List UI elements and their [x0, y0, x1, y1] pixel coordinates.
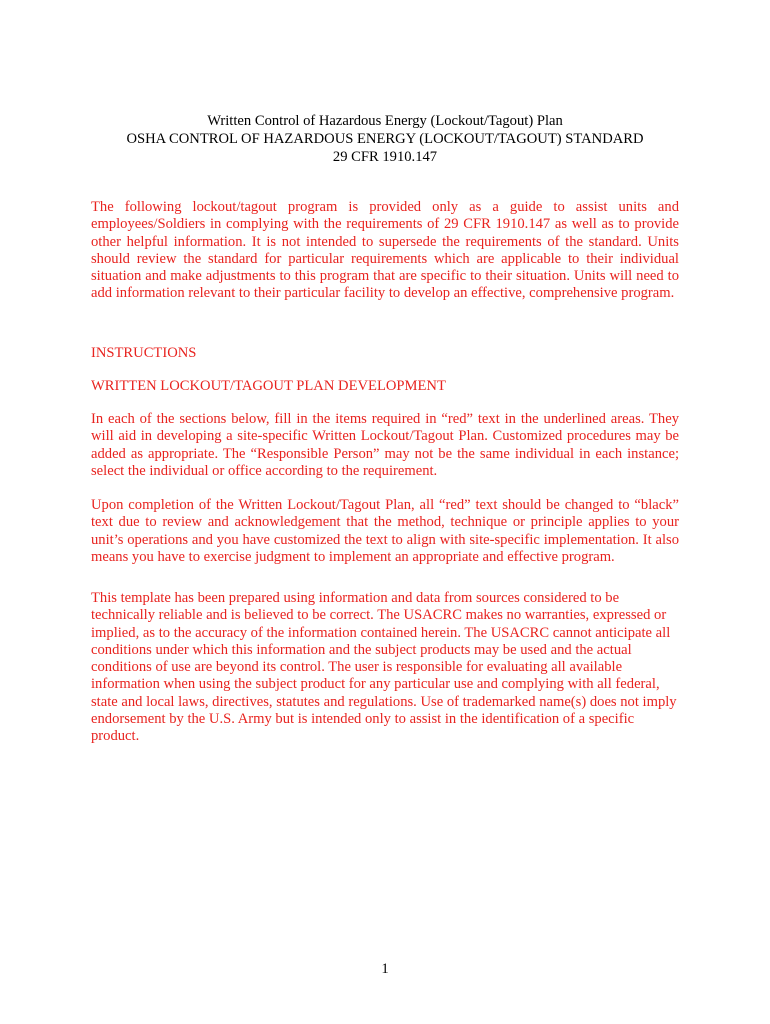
plan-development-heading: WRITTEN LOCKOUT/TAGOUT PLAN DEVELOPMENT [91, 378, 446, 394]
document-title: Written Control of Hazardous Energy (Lockout/Tagout) Plan [207, 113, 563, 129]
disclaimer-paragraph: This template has been prepared using information and data from sources considered to be technically reliable and is believed to be correct. The USACRC makes no warranties, expressed or implied, as to the accuracy of the information contained herein. The USACRC cannot anticipate all conditions under which this information and the subject products may be used and the actual conditions of use are beyond its control. The user is responsible for evaluating all available information when using the subject product for any particular use and complying with all federal, state and local laws, directives, statutes and regulations. Use of trademarked name(s) does not imply endorsement by the U.S. Army but is intended only to assist in the identification of a specific product. [91, 590, 677, 745]
instructions-paragraph: In each of the sections below, fill in the items required in “red” text in the underlined areas. They will aid in developing a site-specific Written Lockout/Tagout Plan. Customized procedures may be added as appropriate. The “Responsible Person” may not be the same individual in each instance; select the individual or office according to the requirement. [91, 411, 679, 479]
completion-paragraph: Upon completion of the Written Lockout/Tagout Plan, all “red” text should be changed to “black” text due to review and acknowledgement that the method, technique or principle applies to your unit’s operations and you have customized the text to align with site-specific implementation. It also means you have to exercise judgment to implement an appropriate and effective program. [91, 497, 679, 565]
document-header [0, 112, 770, 166]
regulation-number: 29 CFR 1910.147 [332, 149, 438, 165]
page-number: 1 [381, 961, 389, 977]
intro-paragraph: The following lockout/tagout program is provided only as a guide to assist units and employees/Soldiers in complying with the requirements of 29 CFR 1910.147 as well as to provide other helpful information. It is not intended to supersede the requirements of the standard. Units should review the standard for particular requirements which are applicable to their individual situation and make adjustments to this program that are specific to their situation. Units will need to add information relevant to their particular facility to develop an effective, comprehensive program. [91, 199, 679, 302]
instructions-heading: INSTRUCTIONS [91, 345, 197, 361]
standard-title: OSHA CONTROL OF HAZARDOUS ENERGY (LOCKOUT/TAGOUT) STANDARD [126, 131, 644, 147]
